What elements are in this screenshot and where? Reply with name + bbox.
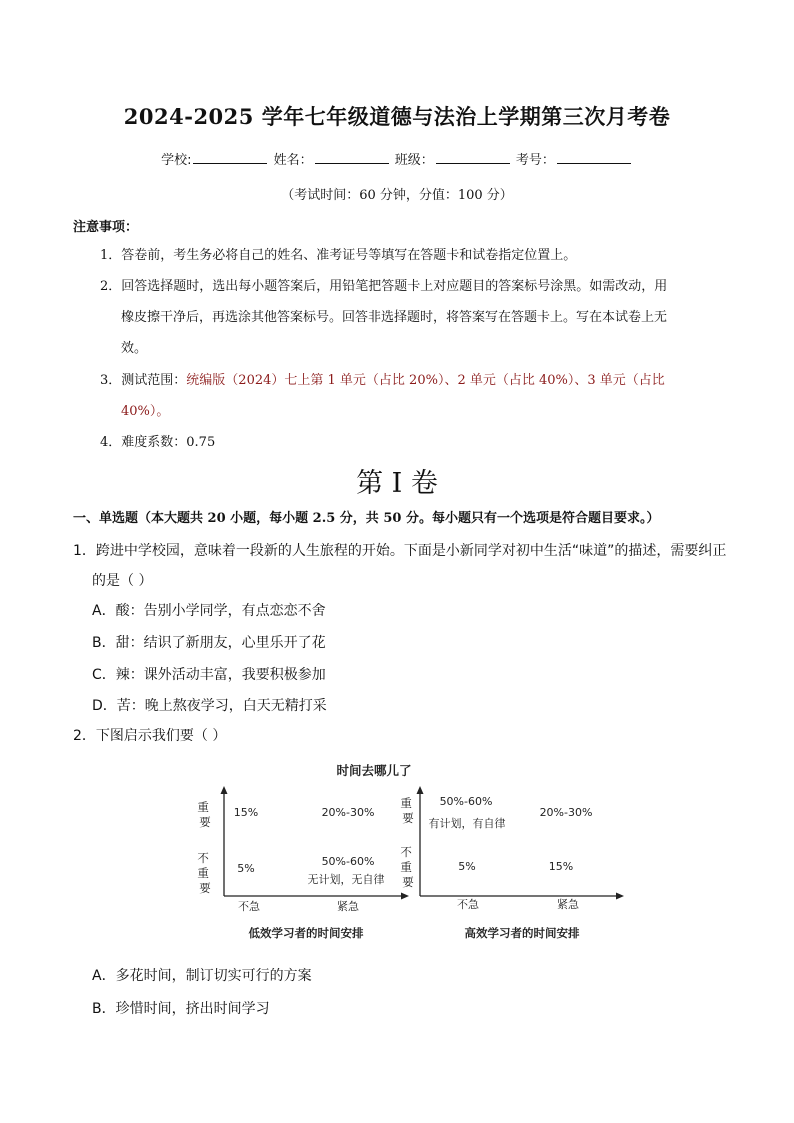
question-1-option-b[interactable]: B．甜：结识了新朋友，心里乐开了花 — [92, 635, 326, 651]
left-panel-caption: 低效学习者的时间安排 — [248, 926, 364, 940]
right-important-urgent: 20%-30% — [539, 806, 593, 819]
exam-time-info: （考试时间：60 分钟，分值：100 分） — [281, 188, 513, 203]
question-text: 下图启示我们要（ ） — [95, 728, 227, 744]
left-unimportant-urgent-note: 无计划，无自律 — [307, 873, 385, 886]
left-y-arrow — [221, 786, 228, 794]
y-label-char: 重 — [197, 800, 209, 814]
exam-number-blank[interactable] — [557, 151, 631, 164]
left-y-label-important — [197, 800, 212, 829]
notice-text: 难度系数：0.75 — [121, 435, 216, 450]
y-label-char: 要 — [402, 811, 414, 825]
y-label-char: 要 — [199, 881, 211, 895]
exam-number-label: 考号： — [515, 153, 555, 168]
right-important-not-urgent-note: 有计划，有自律 — [428, 817, 506, 830]
notice-number: 3． — [100, 373, 122, 388]
class-label: 班级： — [394, 153, 434, 168]
notice-item-3 — [100, 365, 665, 396]
notice-item-2-line-3: 效。 — [121, 341, 148, 356]
right-unimportant-not-urgent: 5% — [458, 860, 476, 873]
question-number: 2． — [73, 728, 96, 744]
name-blank[interactable] — [315, 151, 389, 164]
y-label-char: 要 — [199, 815, 211, 829]
notice-text: 回答选择题时，选出每小题答案后，用铅笔把答题卡上对应题目的答案标号涂黑。如需改动，用 — [121, 279, 668, 294]
page-title: 2024-2025 学年七年级道德与法治上学期第三次月考卷 — [123, 104, 671, 129]
left-y-label-unimportant — [197, 851, 212, 895]
question-1-option-d[interactable]: D．苦：晚上熬夜学习，白天无精打采 — [92, 698, 327, 714]
left-unimportant-urgent: 50%-60% — [321, 855, 375, 868]
left-important-urgent: 20%-30% — [321, 806, 375, 819]
right-panel-caption: 高效学习者的时间安排 — [464, 926, 580, 940]
right-x-arrow — [616, 893, 624, 900]
question-text: 跨进中学校园，意味着一段新的人生旅程的开始。下面是小新同学对初中生活“味道”的描述，需要纠正 — [95, 543, 727, 559]
left-x-arrow — [401, 893, 409, 900]
notice-label: 测试范围： — [121, 373, 187, 388]
left-panel — [197, 786, 409, 940]
question-1-stem — [73, 540, 726, 560]
right-important-not-urgent: 50%-60% — [439, 795, 493, 808]
left-important-not-urgent: 15% — [233, 806, 259, 819]
class-blank[interactable] — [436, 151, 510, 164]
test-scope-text: 统编版（2024）七上第 1 单元（占比 20%）、2 单元（占比 40%）、3 单元（占比 — [186, 373, 665, 388]
right-unimportant-urgent: 15% — [548, 860, 574, 873]
right-x-label-urgent: 紧急 — [557, 898, 579, 911]
left-unimportant-not-urgent: 5% — [237, 862, 255, 875]
name-label: 姓名： — [273, 153, 313, 168]
notice-item-4 — [100, 427, 215, 458]
student-info-line — [0, 149, 794, 168]
notice-item-2 — [100, 271, 667, 302]
school-label: 学校: — [161, 153, 192, 168]
right-y-label-important — [400, 796, 415, 825]
left-x-label-urgent: 紧急 — [337, 900, 359, 913]
y-label-char: 不 — [400, 845, 412, 859]
notice-text: 答卷前，考生务必将自己的姓名、准考证号等填写在答题卡和试卷指定位置上。 — [121, 248, 577, 263]
question-2-option-b[interactable]: B．珍惜时间，挤出时间学习 — [92, 1001, 270, 1017]
y-label-char: 重 — [400, 796, 412, 810]
section-heading: 一、单选题（本大题共 20 小题，每小题 2.5 分，共 50 分。每小题只有一个选项是符合题目要求。） — [73, 511, 660, 526]
time-allocation-chart — [196, 758, 636, 948]
right-y-arrow — [417, 786, 424, 794]
left-x-label-not-urgent: 不急 — [238, 900, 260, 913]
notice-number: 2． — [100, 279, 122, 294]
notice-number: 4． — [100, 435, 122, 450]
notice-item-1 — [100, 240, 576, 271]
right-x-label-not-urgent: 不急 — [457, 898, 479, 911]
chart-title: 时间去哪儿了 — [336, 763, 412, 778]
y-label-char: 不 — [197, 851, 209, 865]
question-2-option-a[interactable]: A．多花时间，制订切实可行的方案 — [92, 968, 312, 984]
notice-item-2-line-2: 橡皮擦干净后，再选涂其他答案标号。回答非选择题时，将答案写在答题卡上。写在本试卷上无 — [121, 310, 668, 325]
notice-number: 1． — [100, 248, 122, 263]
notice-heading: 注意事项： — [73, 220, 139, 235]
right-y-label-unimportant — [400, 845, 415, 889]
y-label-char: 要 — [402, 875, 414, 889]
question-1-option-c[interactable]: C．辣：课外活动丰富，我要积极参加 — [92, 667, 326, 683]
question-number: 1． — [73, 543, 96, 559]
question-1-option-a[interactable]: A．酸：告别小学同学，有点恋恋不舍 — [92, 603, 326, 619]
question-1-stem-line-2: 的是（ ） — [92, 573, 153, 589]
y-label-char: 重 — [400, 860, 412, 874]
part-title: 第 I 卷 — [356, 468, 438, 499]
school-blank[interactable] — [193, 151, 267, 164]
question-2-stem — [73, 725, 226, 745]
right-panel — [400, 786, 624, 940]
y-label-char: 重 — [197, 866, 209, 880]
test-scope-line-2: 40%）。 — [121, 404, 170, 419]
